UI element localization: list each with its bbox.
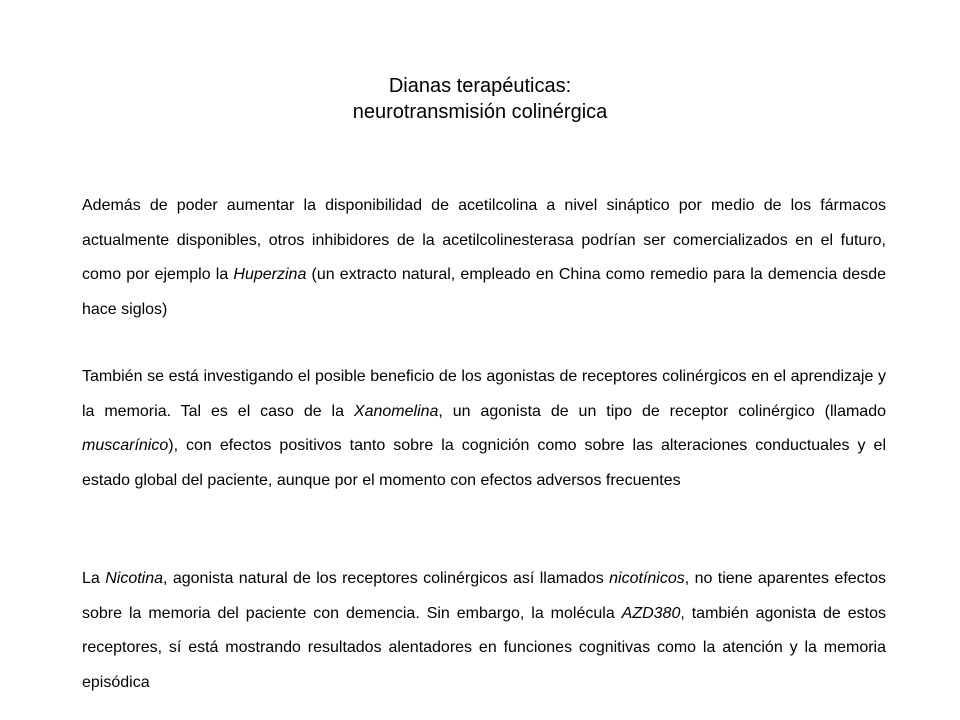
title-line-1: Dianas terapéuticas: <box>388 75 572 97</box>
italic-term-nicotinicos: nicotínicos <box>609 570 685 587</box>
title-line-2: neurotransmisión colinérgica <box>352 101 608 123</box>
paragraph-xanomelina <box>82 360 886 498</box>
paragraph-text: , también agonista de estos receptores, sí está mostrando resultados alentadores en funciones cognitivas como la atención y la memoria episódica <box>82 604 886 691</box>
paragraph-text: La <box>82 570 106 587</box>
italic-term-muscarinico: muscarínico <box>82 437 169 454</box>
paragraph-text: , no tiene aparentes efectos sobre la memoria del paciente con demencia. Sin embargo, la molécula <box>82 570 887 622</box>
paragraph-text: (un extracto natural, empleado en China como remedio para la demencia desde hace siglos) <box>82 266 887 318</box>
italic-term-nicotina: Nicotina <box>105 570 164 587</box>
slide-title <box>0 73 960 125</box>
italic-term-xanomelina: Xanomelina <box>353 402 439 420</box>
paragraph-nicotina <box>82 562 886 700</box>
paragraph-text: ), con efectos positivos tanto sobre la cognición como sobre las alteraciones conductuales y el estado global del paciente, aunque por el momento con efectos adversos frecuentes <box>82 437 886 489</box>
italic-term-huperzina: Huperzina <box>233 266 307 283</box>
paragraph-text: También se está investigando el posible beneficio de los agonistas de receptores colinérgicos en el aprendizaje y la memoria. Tal es el caso de la <box>82 368 886 420</box>
italic-term-azd380: AZD380 <box>621 604 681 622</box>
paragraph-text: , un agonista de un tipo de receptor colinérgico (llamado <box>438 402 887 420</box>
paragraph-huperzina <box>82 189 886 327</box>
paragraph-text: , agonista natural de los receptores colinérgicos así llamados <box>163 570 610 587</box>
paragraph-text: Además de poder aumentar la disponibilidad de acetilcolina a nivel sináptico por medio de los fármacos actualmente disponibles, otros inhibidores de la acetilcolinesterasa podrían ser comercializados en el futuro, como por ejemplo la <box>82 197 886 283</box>
